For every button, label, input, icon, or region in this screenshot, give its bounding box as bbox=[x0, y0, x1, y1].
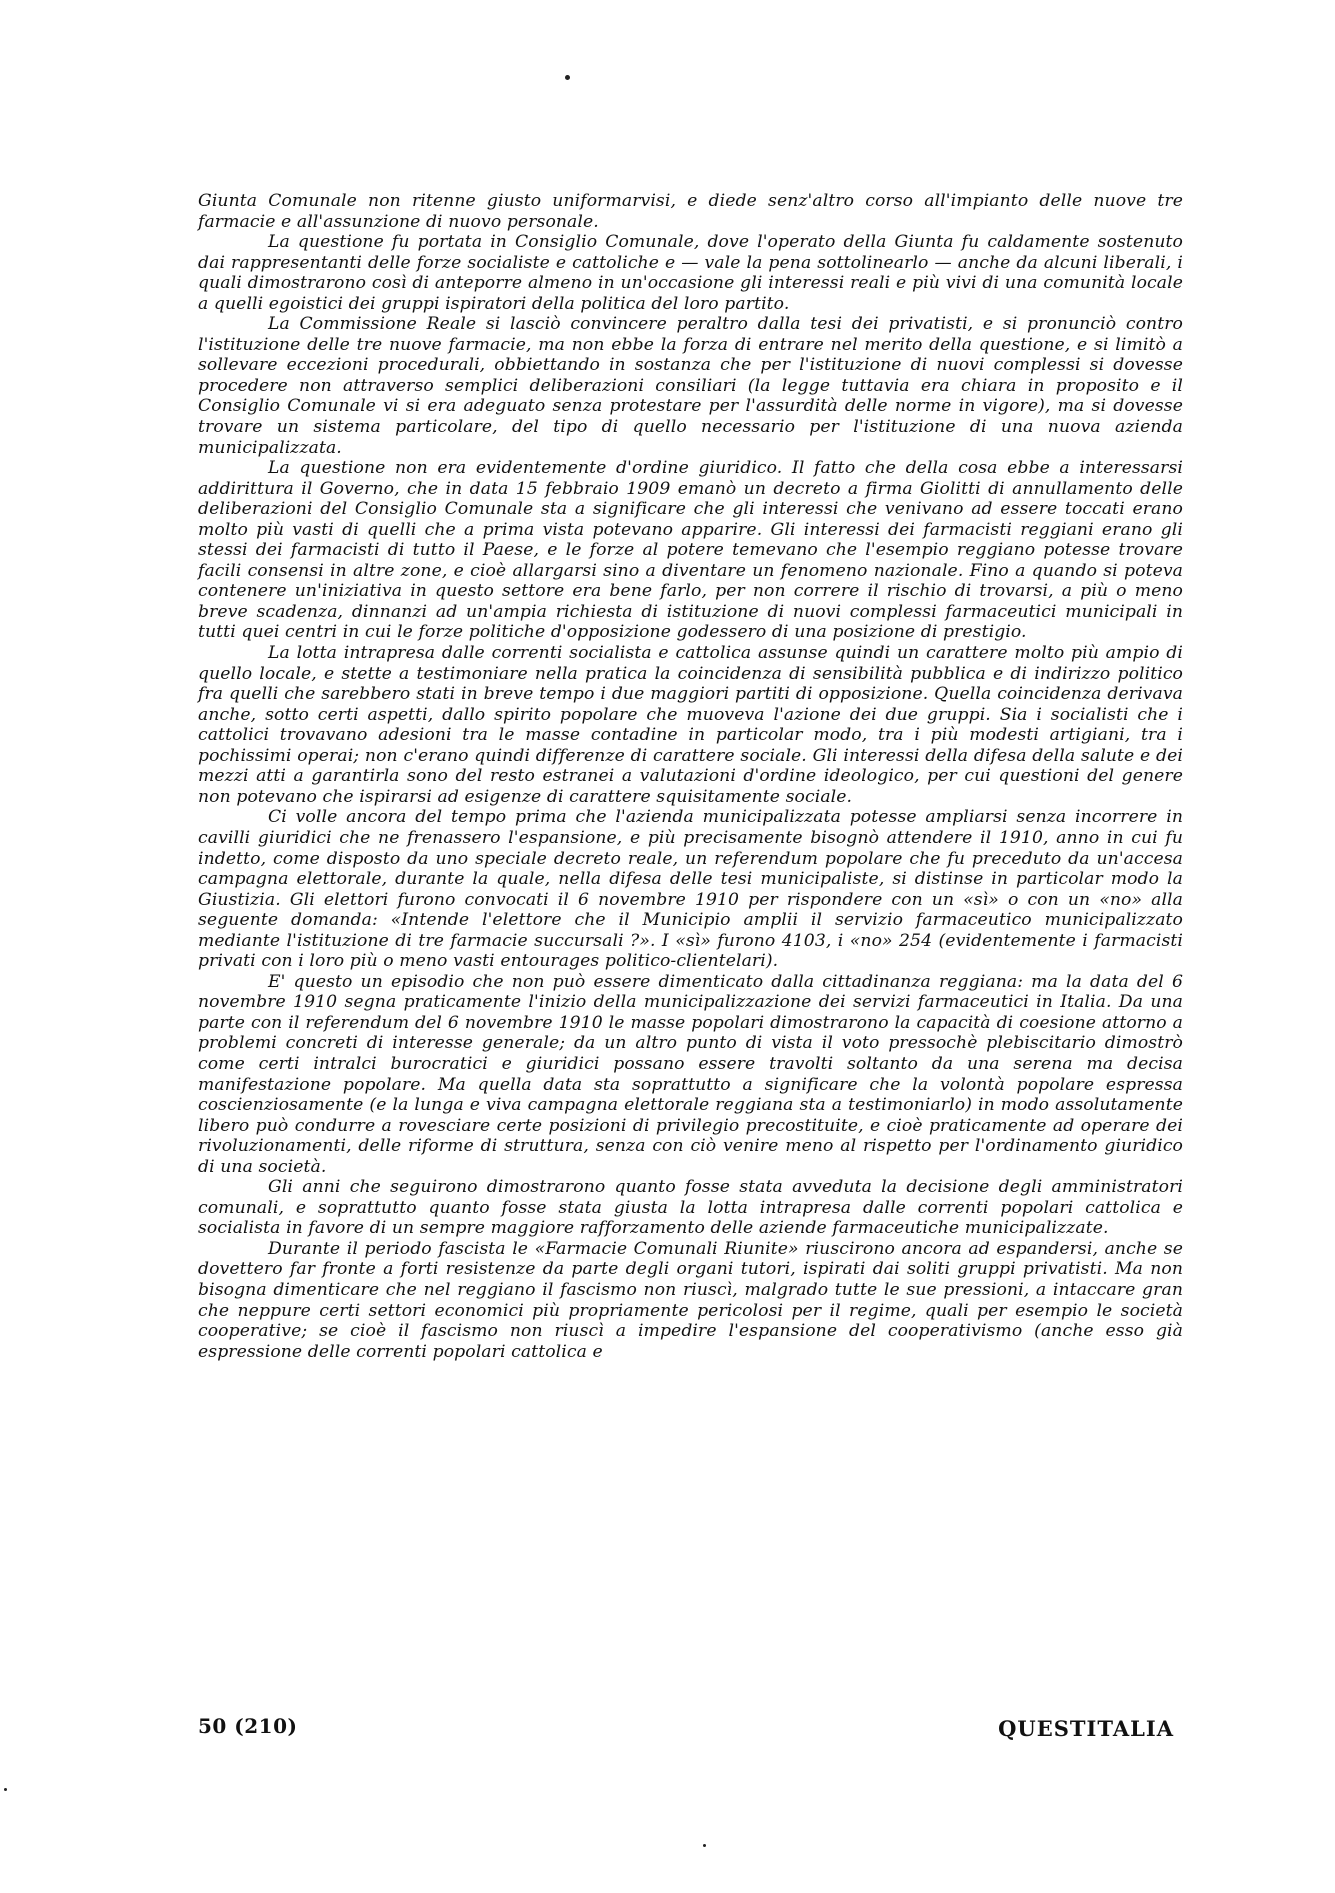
scan-speck bbox=[565, 75, 570, 80]
paragraph: La questione fu portata in Consiglio Comunale, dove l'operato della Giunta fu caldamente sostenuto dai rappresentanti delle forze socialiste e cattoliche e — vale la pena sottolinearlo — anche da alcuni liberali, i quali dimostrarono così di anteporre almeno in un'occasione gli interessi reali e più vivi di una comunità locale a quelli egoistici dei gruppi ispiratori della politica del loro partito. bbox=[198, 232, 1183, 314]
paragraph: Durante il periodo fascista le «Farmacie Comunali Riunite» riuscirono ancora ad espandersi, anche se dovettero far fronte a forti resistenze da parte degli organi tutori, ispirati dai soliti gruppi privatisti. Ma non bisogna dimenticare che nel reggiano il fascismo non riuscì, malgrado tutte le sue pressioni, a intaccare gran che neppure certi settori economici più propriamente pericolosi per il regime, quali per esempio le società cooperative; se cioè il fascismo non riuscì a impedire l'espansione del cooperativismo (anche esso già espressione delle correnti popolari cattolica e bbox=[198, 1238, 1183, 1362]
paragraph: La questione non era evidentemente d'ordine giuridico. Il fatto che della cosa ebbe a interessarsi addirittura il Governo, che in data 15 febbraio 1909 emanò un decreto a firma Giolitti di annullamento delle deliberazioni del Consiglio Comunale sta a significare che gli interessi che venivano ad essere toccati erano molto più vasti di quelli che a prima vista potevano apparire. Gli interessi dei farmacisti reggiani erano gli stessi dei farmacisti di tutto il Paese, e le forze al potere temevano che l'esempio reggiano potesse trovare facili consensi in altre zone, e cioè allargarsi sino a diventare un fenomeno nazionale. Fino a quando si poteva contenere un'iniziativa in questo settore era bene farlo, per non correre il rischio di trovarsi, a più o meno breve scadenza, dinnanzi ad un'ampia richiesta di istituzione di nuovi complessi farmaceutici municipali in tutti quei centri in cui le forze politiche d'opposizione godessero di una posizione di prestigio. bbox=[198, 458, 1183, 643]
journal-title: QUESTITALIA bbox=[998, 1716, 1174, 1741]
scan-speck bbox=[703, 1844, 706, 1847]
page-number: 50 (210) bbox=[198, 1714, 298, 1738]
paragraph: Giunta Comunale non ritenne giusto uniformarvisi, e diede senz'altro corso all'impianto delle nuove tre farmacie e all'assunzione di nuovo personale. bbox=[198, 191, 1183, 232]
paragraph: Gli anni che seguirono dimostrarono quanto fosse stata avveduta la decisione degli amministratori comunali, e soprattutto quanto fosse stata giusta la lotta intrapresa dalle correnti popolari cattolica e socialista in favore di un sempre maggiore rafforzamento delle aziende farmaceutiche municipalizzate. bbox=[198, 1177, 1183, 1239]
paragraph: E' questo un episodio che non può essere dimenticato dalla cittadinanza reggiana: ma la data del 6 novembre 1910 segna praticamente l'inizio della municipalizzazione dei servizi farmaceutici in Italia. Da una parte con il referendum del 6 novembre 1910 le masse popolari dimostrarono la capacità di coesione attorno a problemi concreti di interesse generale; da un altro punto di vista il voto pressochè plebiscitario dimostrò come certi intralci burocratici e giuridici possano essere travolti soltanto da una serena ma decisa manifestazione popolare. Ma quella data sta soprattutto a significare che la volontà popolare espressa coscienziosamente (e la lunga e viva campagna elettorale reggiana sta a testimoniarlo) in modo assolutamente libero può condurre a rovesciare certe posizioni di privilegio precostituite, e cioè praticamente ad operare dei rivoluzionamenti, delle riforme di struttura, senza con ciò venire meno al rispetto per l'ordinamento giuridico di una società. bbox=[198, 971, 1183, 1177]
article-body bbox=[198, 191, 1183, 1362]
paragraph: La Commissione Reale si lasciò convincere peraltro dalla tesi dei privatisti, e si pronunciò contro l'istituzione delle tre nuove farmacie, ma non ebbe la forza di entrare nel merito della questione, e si limitò a sollevare eccezioni procedurali, obbiettando in sostanza che per l'istituzione di nuovi complessi si dovesse procedere non attraverso semplici deliberazioni consiliari (la legge tuttavia era chiara in proposito e il Consiglio Comunale vi si era adeguato senza protestare per l'assurdità delle norme in vigore), ma si dovesse trovare un sistema particolare, del tipo di quello necessario per l'istituzione di una nuova azienda municipalizzata. bbox=[198, 314, 1183, 458]
paragraph: La lotta intrapresa dalle correnti socialista e cattolica assunse quindi un carattere molto più ampio di quello locale, e stette a testimoniare nella pratica la coincidenza di sensibilità pubblica e di indirizzo politico fra quelli che sarebbero stati in breve tempo i due maggiori partiti di opposizione. Quella coincidenza derivava anche, sotto certi aspetti, dallo spirito popolare che muoveva l'azione dei due gruppi. Sia i socialisti che i cattolici trovavano adesioni tra le masse contadine in particolar modo, tra i più modesti artigiani, tra i pochissimi operai; non c'erano quindi differenze di carattere sociale. Gli interessi della difesa della salute e dei mezzi atti a garantirla sono del resto estranei a valutazioni d'ordine ideologico, per cui questioni del genere non potevano che ispirarsi ad esigenze di carattere squisitamente sociale. bbox=[198, 643, 1183, 807]
paragraph: Ci volle ancora del tempo prima che l'azienda municipalizzata potesse ampliarsi senza incorrere in cavilli giuridici che ne frenassero l'espansione, e più precisamente bisognò attendere il 1910, anno in cui fu indetto, come disposto da uno speciale decreto reale, un referendum popolare che fu preceduto da un'accesa campagna elettorale, durante la quale, nella difesa delle tesi municipaliste, si distinse in particolar modo la Giustizia. Gli elettori furono convocati il 6 novembre 1910 per rispondere con un «sì» o con un «no» alla seguente domanda: «Intende l'elettore che il Municipio amplii il servizio farmaceutico municipalizzato mediante l'istituzione di tre farmacie succursali ?». I «sì» furono 4103, i «no» 254 (evidentemente i farmacisti privati con i loro più o meno vasti entourages politico-clientelari). bbox=[198, 807, 1183, 972]
scan-speck bbox=[4, 1788, 7, 1791]
